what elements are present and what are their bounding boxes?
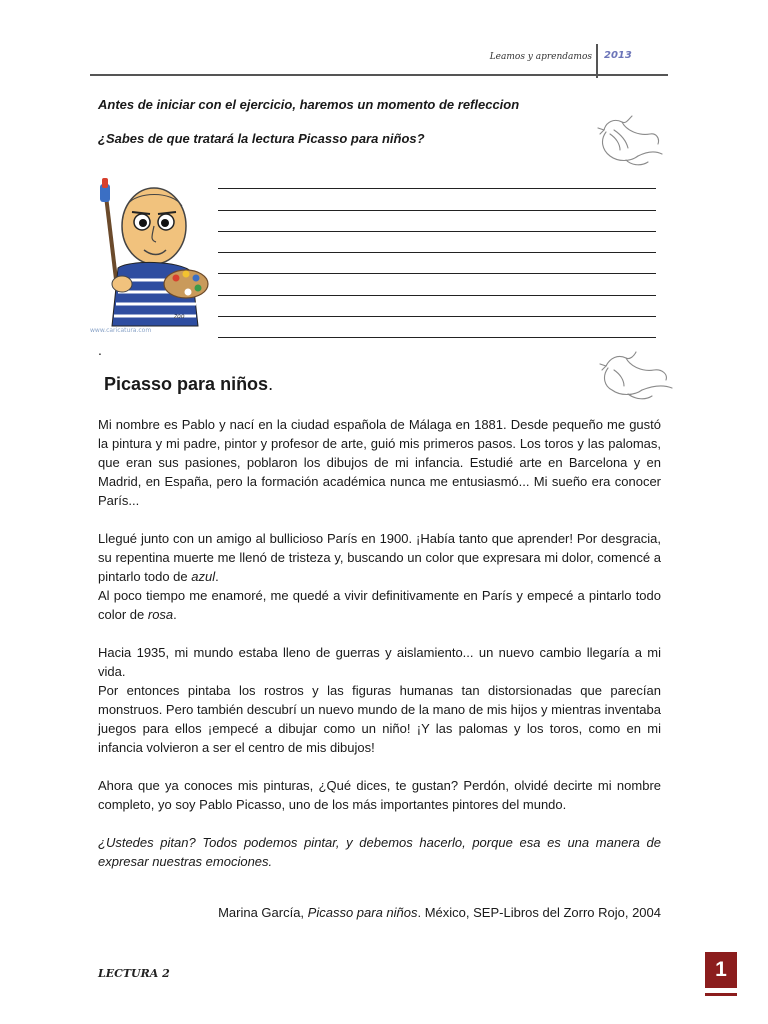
answer-line[interactable] — [218, 211, 656, 232]
reading-title: Picasso para niños. — [104, 374, 274, 394]
answer-lines — [218, 168, 656, 338]
intro-instruction: Antes de iniciar con el ejercicio, haremos un momento de refleccion — [98, 97, 520, 112]
reading-paragraph: Llegué junto con un amigo al bullicioso París en 1900. ¡Había tanto que aprender! Por desgracia, su repentina muerte me llenó de tristeza y, buscando un color que expresara mi dolor, comencé a pintarlo todo de azul. Al poco tiempo me enamoré, me quedé a vivir definitivamente en París y empecé a pintarlo todo color de rosa. — [98, 531, 661, 622]
answer-line[interactable] — [218, 189, 656, 210]
dove-sketch-icon — [586, 110, 666, 172]
header-title: Leamos y aprendamos — [489, 52, 592, 62]
stray-dot: . — [98, 342, 102, 358]
page-number-underline — [705, 993, 737, 996]
answer-line[interactable] — [218, 232, 656, 253]
answer-line[interactable] — [218, 274, 656, 295]
dove-sketch-icon — [592, 348, 674, 404]
reading-closing: ¿Ustedes pitan? Todos podemos pintar, y debemos hacerlo, porque esa es una manera de expresar nuestras emociones. — [98, 835, 661, 869]
reading-paragraph: Mi nombre es Pablo y nací en la ciudad española de Málaga en 1881. Desde pequeño me gustó la pintura y mi padre, pintor y profesor de arte, guió mis primeros pasos. Los toros y las palomas, que eran sus pasiones, poblaron los dibujos de mi infancia. Estudié arte en Barcelona y en Madrid, en España, pero la formación académica nunca me entusiasmó... Mi sueño era conocer París... — [98, 417, 661, 508]
picasso-caricature — [88, 176, 212, 336]
intro-question: ¿Sabes de que tratará la lectura Picasso para niños? — [98, 131, 425, 146]
header-divider-vertical — [596, 44, 598, 78]
reading-paragraph: Hacia 1935, mi mundo estaba lleno de guerras y aislamiento... un nuevo cambio llegaría a mi vida. Por entonces pintaba los rostros y las figuras humanas tan distorsionadas que parecían monstruos. Pero también descubrí un nuevo mundo de la mano de mis hijos y mientras inventaba juegos para ellos ¡empecé a dibujar como un niño! ¡Y las palomas y los toros, como en mi infancia volvieron a ser el centro de mis dibujos! — [98, 645, 661, 755]
answer-line[interactable] — [218, 296, 656, 317]
answer-line[interactable] — [218, 168, 656, 189]
answer-line[interactable] — [218, 253, 656, 274]
citation: Marina García, Picasso para niños. México, SEP-Libros del Zorro Rojo, 2004 — [218, 905, 661, 920]
header-divider-horizontal — [90, 74, 668, 76]
answer-line[interactable] — [218, 317, 656, 338]
footer-label: LECTURA 2 — [98, 967, 170, 980]
svg-text:zoo: zoo — [174, 313, 185, 320]
header-year: 2013 — [604, 50, 632, 61]
illustration-caption: www.caricatura.com — [90, 327, 152, 334]
reading-paragraph: Ahora que ya conoces mis pinturas, ¿Qué dices, te gustan? Perdón, olvidé decirte mi nombre completo, yo soy Pablo Picasso, uno de los más importantes pintores del mundo. — [98, 778, 661, 812]
page-number: 1 — [705, 952, 737, 988]
